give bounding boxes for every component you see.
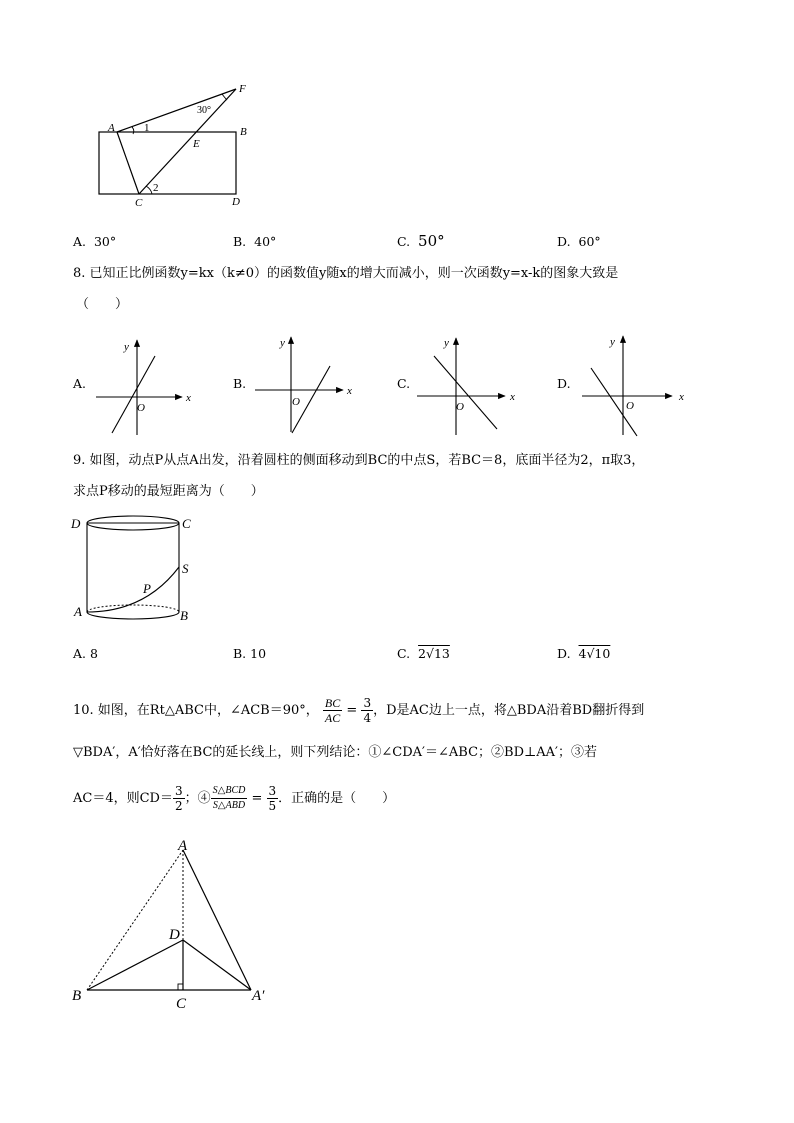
q7-label-angle1: 1 <box>144 122 150 134</box>
svg-text:y: y <box>444 337 449 349</box>
svg-text:C: C <box>176 996 187 1012</box>
q7-label-a: A <box>108 122 115 134</box>
svg-text:S: S <box>182 561 189 576</box>
svg-text:A: A <box>74 604 82 619</box>
q7-label-b: B <box>240 126 247 138</box>
svg-text:O: O <box>456 401 464 413</box>
svg-text:y: y <box>280 337 285 349</box>
q7-label-angle2: 2 <box>153 182 159 194</box>
svg-text:y: y <box>124 341 129 353</box>
svg-text:C: C <box>182 516 191 531</box>
q9-option-d: D. 4√10 <box>557 646 611 661</box>
svg-text:x: x <box>679 391 684 403</box>
q8-question-line2: （ ） <box>76 297 129 312</box>
q8-option-d-label: D. <box>557 376 571 391</box>
svg-text:P: P <box>143 581 151 596</box>
svg-text:B: B <box>72 988 82 1004</box>
q7-option-c: C. 50° <box>397 232 445 250</box>
svg-text:O: O <box>137 402 145 414</box>
q8-option-c-label: C. <box>397 376 411 391</box>
q7-label-f: F <box>239 83 246 95</box>
q10-question-line3: AC＝4，则CD＝ $\frac{3}{2}$ ；④ $\frac{\text{S△BCD}}{\text{S△ABD}}$ = $\frac{3}{5}$ ．正确的是（ ） <box>73 784 396 813</box>
svg-text:y: y <box>610 336 615 348</box>
q9-question-line2: 求点P移动的最短距离为（ ） <box>73 484 264 499</box>
q7-label-c: C <box>135 197 143 209</box>
svg-text:D: D <box>169 927 180 943</box>
q7-option-d: D. 60° <box>557 234 601 249</box>
q7-label-e: E <box>193 138 200 150</box>
q7-label-anglef: 30° <box>197 105 211 116</box>
svg-text:x: x <box>347 385 352 397</box>
q8-option-b-label: B. <box>233 376 247 391</box>
q7-option-a: A. 30° <box>73 234 117 249</box>
q9-option-a: A. 8 <box>73 646 98 661</box>
svg-text:x: x <box>510 391 515 403</box>
svg-text:O: O <box>292 396 300 408</box>
q9-option-b: B. 10 <box>233 646 267 661</box>
svg-text:B: B <box>180 608 188 623</box>
q10-question-line2: ▽BDA′，A′恰好落在BC的延长线上，则下列结论：①∠CDA′＝∠ABC；②BD⊥AA′；③若 <box>73 745 597 760</box>
svg-text:O: O <box>626 400 634 412</box>
q8-question-line1: 8. 已知正比例函数y=kx（k≠0）的函数值y随x的增大而减小，则一次函数y=x-k的图象大致是 <box>73 266 619 281</box>
q7-label-d: D <box>232 196 240 208</box>
svg-text:x: x <box>186 392 191 404</box>
q8-option-a-label: A. <box>73 376 87 391</box>
svg-text:A′: A′ <box>252 988 265 1004</box>
svg-text:A: A <box>178 838 188 854</box>
svg-text:D: D <box>71 516 81 531</box>
q10-question-line1: 10. 如图，在Rt△ABC中，∠ACB＝90°， $\frac{BC}{AC}$ = $\frac{3}{4}$ ，D是AC边上一点，将△BDA沿着BD翻折得到 <box>73 696 645 725</box>
q9-option-c: C. 2√13 <box>397 646 450 661</box>
q7-option-b: B. 40° <box>233 234 277 249</box>
q9-question-line1: 9. 如图，动点P从点A出发，沿着圆柱的侧面移动到BC的中点S，若BC＝8，底面半径为2，π取3， <box>73 453 645 468</box>
